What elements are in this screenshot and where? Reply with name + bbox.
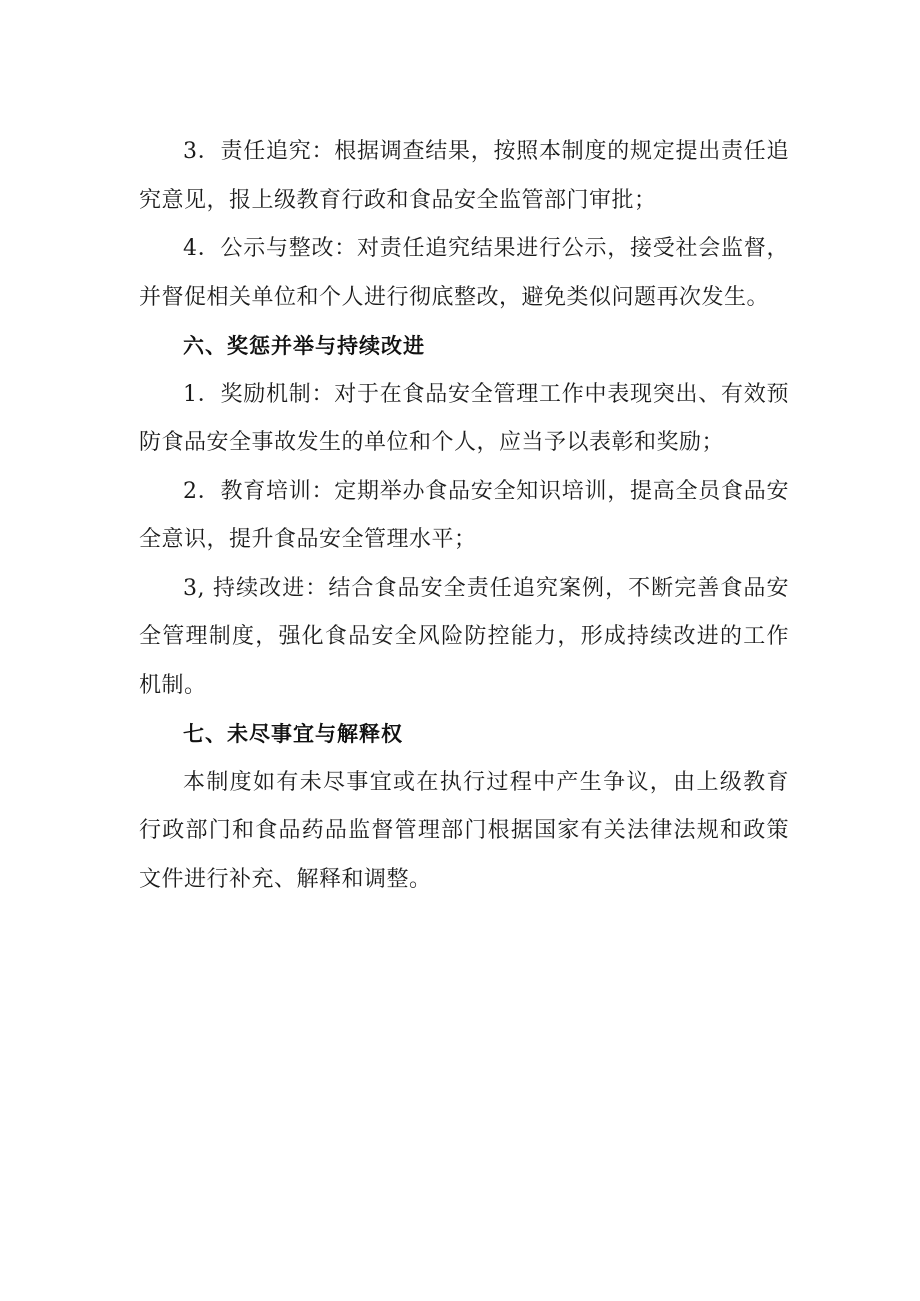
section-7-heading: 七、未尽事宜与解释权: [183, 722, 403, 746]
document-body: [139, 128, 789, 904]
item-4-publicity-rectification: 4．公示与整改：对责任追究结果进行公示，接受社会监督，并督促相关单位和个人进行彻底整改，避免类似问题再次发生。: [139, 236, 789, 310]
interpretation-paragraph: 本制度如有未尽事宜或在执行过程中产生争议，由上级教育行政部门和食品药品监督管理部门根据国家有关法律法规和政策文件进行补充、解释和调整。: [139, 769, 789, 892]
item-3-accountability: 3．责任追究：根据调查结果，按照本制度的规定提出责任追究意见，报上级教育行政和食品安全监管部门审批；: [139, 139, 789, 213]
item-1-reward-mechanism: 1．奖励机制：对于在食品安全管理工作中表现突出、有效预防食品安全事故发生的单位和个人，应当予以表彰和奖励；: [139, 381, 789, 455]
section-6-heading: 六、奖惩并举与持续改进: [183, 334, 425, 358]
item-2-education-training: 2．教育培训：定期举办食品安全知识培训，提高全员食品安全意识，提升食品安全管理水平；: [139, 478, 789, 552]
item-3-continuous-improvement: 3, 持续改进：结合食品安全责任追究案例，不断完善食品安全管理制度，强化食品安全风险防控能力，形成持续改进的工作机制。: [139, 575, 789, 698]
